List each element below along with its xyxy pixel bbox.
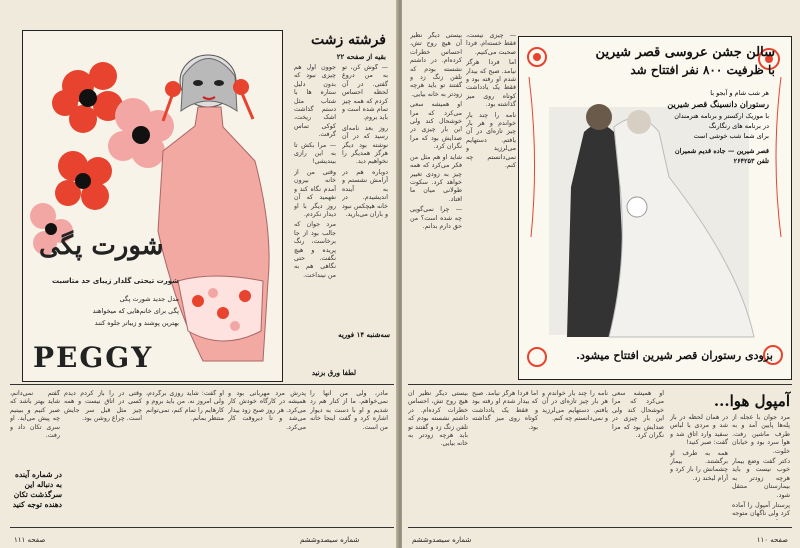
paragraph: — مرا بکش تا به این رازی بیندیشی! — [294, 141, 336, 166]
paragraph: وقتی در را باز کردم دیدم کسی در اتاق نیست و همه چیز مثل قبل سر جایش است. چراغ روشن بود. — [64, 390, 142, 423]
peggy-advertisement — [22, 30, 283, 382]
article2-column-2 — [670, 414, 728, 520]
paragraph: پرستار آمپول را آماده کرد ولی ناگهان متوجه — [732, 502, 790, 518]
article-column-1 — [294, 64, 336, 370]
wedding-bottom-line: بزودی رستوران قصر شیرین افتتاح میشود. — [576, 349, 773, 362]
paragraph: روز بعد نامه‌ای رسید که در آن نوشته بود دیگر هرگز همدیگر را نخواهیم دید. — [342, 124, 388, 166]
paragraph: دکتر گفت وضع بیمار خوب نیست و باید هرچه زودتر به بیمارستان منتقل شود. — [732, 458, 790, 499]
bottom-column-5 — [10, 390, 60, 470]
story-bottom-column-1 — [408, 390, 468, 520]
article2-column-1 — [732, 414, 790, 520]
paragraph: — چیزی نیست، فقط خسته‌ام. فردا صحبت می‌کنیم. — [466, 32, 516, 56]
right-page — [402, 0, 800, 548]
peggy-line-3: بهترین پوشند و زیباتر جلوه کنند — [94, 319, 179, 327]
peggy-line-2: پگی برای خانم‌هایی که میخواهند — [92, 307, 179, 315]
bottom-column-2 — [228, 390, 306, 520]
masthead-right: شماره سیصدوششم — [412, 536, 472, 544]
wedding-address: قصر شیرین — جاده قدیم شمیران — [674, 147, 769, 155]
article-subtitle: بقیه از صفحه ۲۲ — [336, 52, 386, 61]
peggy-line-1: مدل جدید شورت پگی — [119, 295, 179, 303]
paragraph: بیستی دیگر نظیر آن هیچ روح تش، احساس خطرات کرده‌ام. در داشتم نشسته بودم که تلفن زنگ زد و گفتند تو باید هرچه زودتر به خانه بیایی. — [410, 32, 462, 98]
wedding-line-2: رستوران دانسینگ قصر شیرین — [667, 99, 769, 109]
paragraph: مرد جوان با عجله از پله‌ها پایین آمد و به طرف ماشین رفت. هوا سرد بود و خیابان خلوت. — [732, 414, 790, 455]
paragraph: نامه را چند بار خواندم و هر بار چیز تازه‌ای در آن یافتم. دستهایم می‌لرزید و نمی‌دانستم چه کنم. — [542, 390, 608, 423]
divider — [10, 384, 394, 385]
bottom-column-4 — [64, 390, 142, 520]
paragraph: او همیشه سعی می‌کرد که مرا خوشحال کند ولی این بار چیزی در صدایش بود که مرا نگران کرد. — [612, 390, 664, 440]
article-title: فرشته زشت — [311, 32, 386, 48]
story-bottom-column-4 — [612, 390, 664, 520]
page-number-left: صفحه ۱۱۱ — [14, 536, 46, 544]
paragraph: جوون اول هم چیزی نبود که بدون دلیل ستاره ها با شتاب مثل دستم گذاشت اشک ریخت، کوکی تماس گرفت. — [294, 64, 336, 139]
wedding-headline: سالن جشن عروسی قصر شیرین — [595, 45, 775, 60]
paragraph: وقتی من از خانه بیرون آمدم نگاه کند و نفهمید که آن روز دیگر با او دیدار نکردم. — [294, 168, 336, 218]
wedding-headline-2: با ظرفیت ۸۰۰ نفر افتتاح شد — [630, 63, 775, 77]
paragraph: نامه را چند بار خواندم و هر بار چیز تازه‌ای در آن یافتم. دستهایم می‌لرزید و نمی‌دانستم چه کنم. — [466, 111, 516, 170]
paragraph: اما فردا هرگز نیامد. صبح که بیدار شدم او رفته بود و فقط یک یادداشت کوتاه روی میز گذاشته بود. — [472, 390, 538, 431]
story-bottom-column-3 — [542, 390, 608, 520]
paragraph: مرد جوان که جالب بود از جا برخاست، رنگ پریده و هیچ نگفت. حتی نگاهی هم به من نینداخت. — [294, 221, 336, 279]
wedding-phone: تلفن ۲۶۴۲۵۳ — [733, 157, 769, 165]
wedding-line-3: با موزیک ارکستر و برنامه هنرمندان — [674, 112, 769, 120]
page-number-right: صفحه ۱۱۰ — [756, 536, 788, 544]
peggy-brand-farsi: شورت پگی — [39, 231, 164, 261]
article2-title: آمپول هوا... — [713, 392, 790, 410]
paragraph: مادر، ولی من آنها را نمی‌خواهم. ما از کنار هم رد شدیم و او با دست به دیوار اشاره کرد و گفت اینجا خانه من است. — [310, 390, 388, 431]
footer-rule — [408, 527, 792, 528]
paragraph: دوباره هم در آرامش نشستم و به آینده اندیشیدم. در خانه هیچکس نبود و باران می‌بارید. — [342, 168, 388, 218]
paragraph: اما فردا هرگز نیامد. صبح که بیدار شدم او رفته بود و فقط یک یادداشت کوتاه روی میز گذاشته بود. — [466, 59, 516, 109]
paragraph: پدرش مرد مهربانی بود و همیشه در کارگاه خودش کار می‌کرد. هر روز صبح زود بیدار می‌شد و تا دیروقت کار می‌کرد. — [228, 390, 306, 431]
peggy-illustration — [23, 31, 282, 381]
turn-page-note: لطفا ورق بزنید — [311, 368, 356, 377]
story-column-1 — [410, 32, 462, 372]
footer-rule — [10, 527, 394, 528]
paragraph: — چرا نمی‌گویی چه شده است؟ من حق دارم بدانم. — [410, 206, 462, 230]
wedding-line-4: در برنامه های رنگارنگ — [708, 122, 769, 130]
red-flower-icon — [52, 62, 123, 133]
paragraph: در همان لحظه در باز شد و مردی با لباس سفید وارد اتاق شد و گفت: صبر کنید! — [670, 414, 728, 447]
continued-notice: در شماره آینده به دنباله این سرگذشت تکان دهنده توجه کنید — [12, 470, 62, 509]
peggy-brand-english: PEGGY — [33, 341, 154, 374]
paragraph: — گوش کن، تو به من دروغ گفتی. در آن لحظه احساس کردم که همه چیز تمام شده است و باید بروم. — [342, 64, 388, 122]
article-column-2 — [342, 64, 388, 370]
paragraph: او همیشه سعی می‌کرد که مرا خوشحال کند ولی این بار چیزی در صدایش بود که مرا نگران کرد. — [410, 101, 462, 151]
article-section-heading: سه‌شنبه ۱۴ فوریه — [338, 330, 390, 339]
wedding-line-5: برای شما شب خوشی است — [693, 132, 769, 140]
wedding-hall-advertisement — [518, 36, 792, 380]
wedding-line-1: هر شب شام و آبجو با — [710, 89, 769, 97]
masthead-left: شماره سیصدوششم — [300, 536, 360, 544]
bottom-column-1 — [310, 390, 388, 520]
paragraph: او گفت: شاید روزی برگردم، ولی امروز نه. من باید بروم و کارهایم را تمام کنم، نمی‌توانم منتظر بمانم. — [146, 390, 224, 423]
bottom-column-3 — [146, 390, 224, 520]
story-column-2 — [466, 32, 516, 372]
story-bottom-column-2 — [472, 390, 538, 520]
divider — [408, 384, 792, 385]
paragraph: بیستی دیگر نظیر آن هیچ روح تش، احساس خطرات کرده‌ام. در داشتم نشسته بودم که تلفن زنگ زد و گفتند تو باید هرچه زودتر به خانه بیایی. — [408, 390, 468, 448]
left-page — [0, 0, 398, 548]
red-flower-icon — [55, 151, 112, 210]
peggy-tagline: شورت تیحتی گلدار زیبای حد متاسبت — [51, 277, 179, 285]
paragraph: گفتم نمی‌دانم، شاید بهتر باشد که صبر کنیم و ببینیم چه پیش می‌آید. او سری تکان داد و رفت. — [10, 390, 60, 440]
paragraph: همه به طرف او برگشتند. بیمار چشمانش را باز کرد و آرام لبخند زد. — [670, 449, 728, 482]
woman-illustration — [158, 55, 269, 361]
paragraph: شاید او هم مثل من فکر می‌کرد که همه چیز به زودی تغییر خواهد کرد. سکوت طولانی میان ما افتاد. — [410, 153, 462, 203]
